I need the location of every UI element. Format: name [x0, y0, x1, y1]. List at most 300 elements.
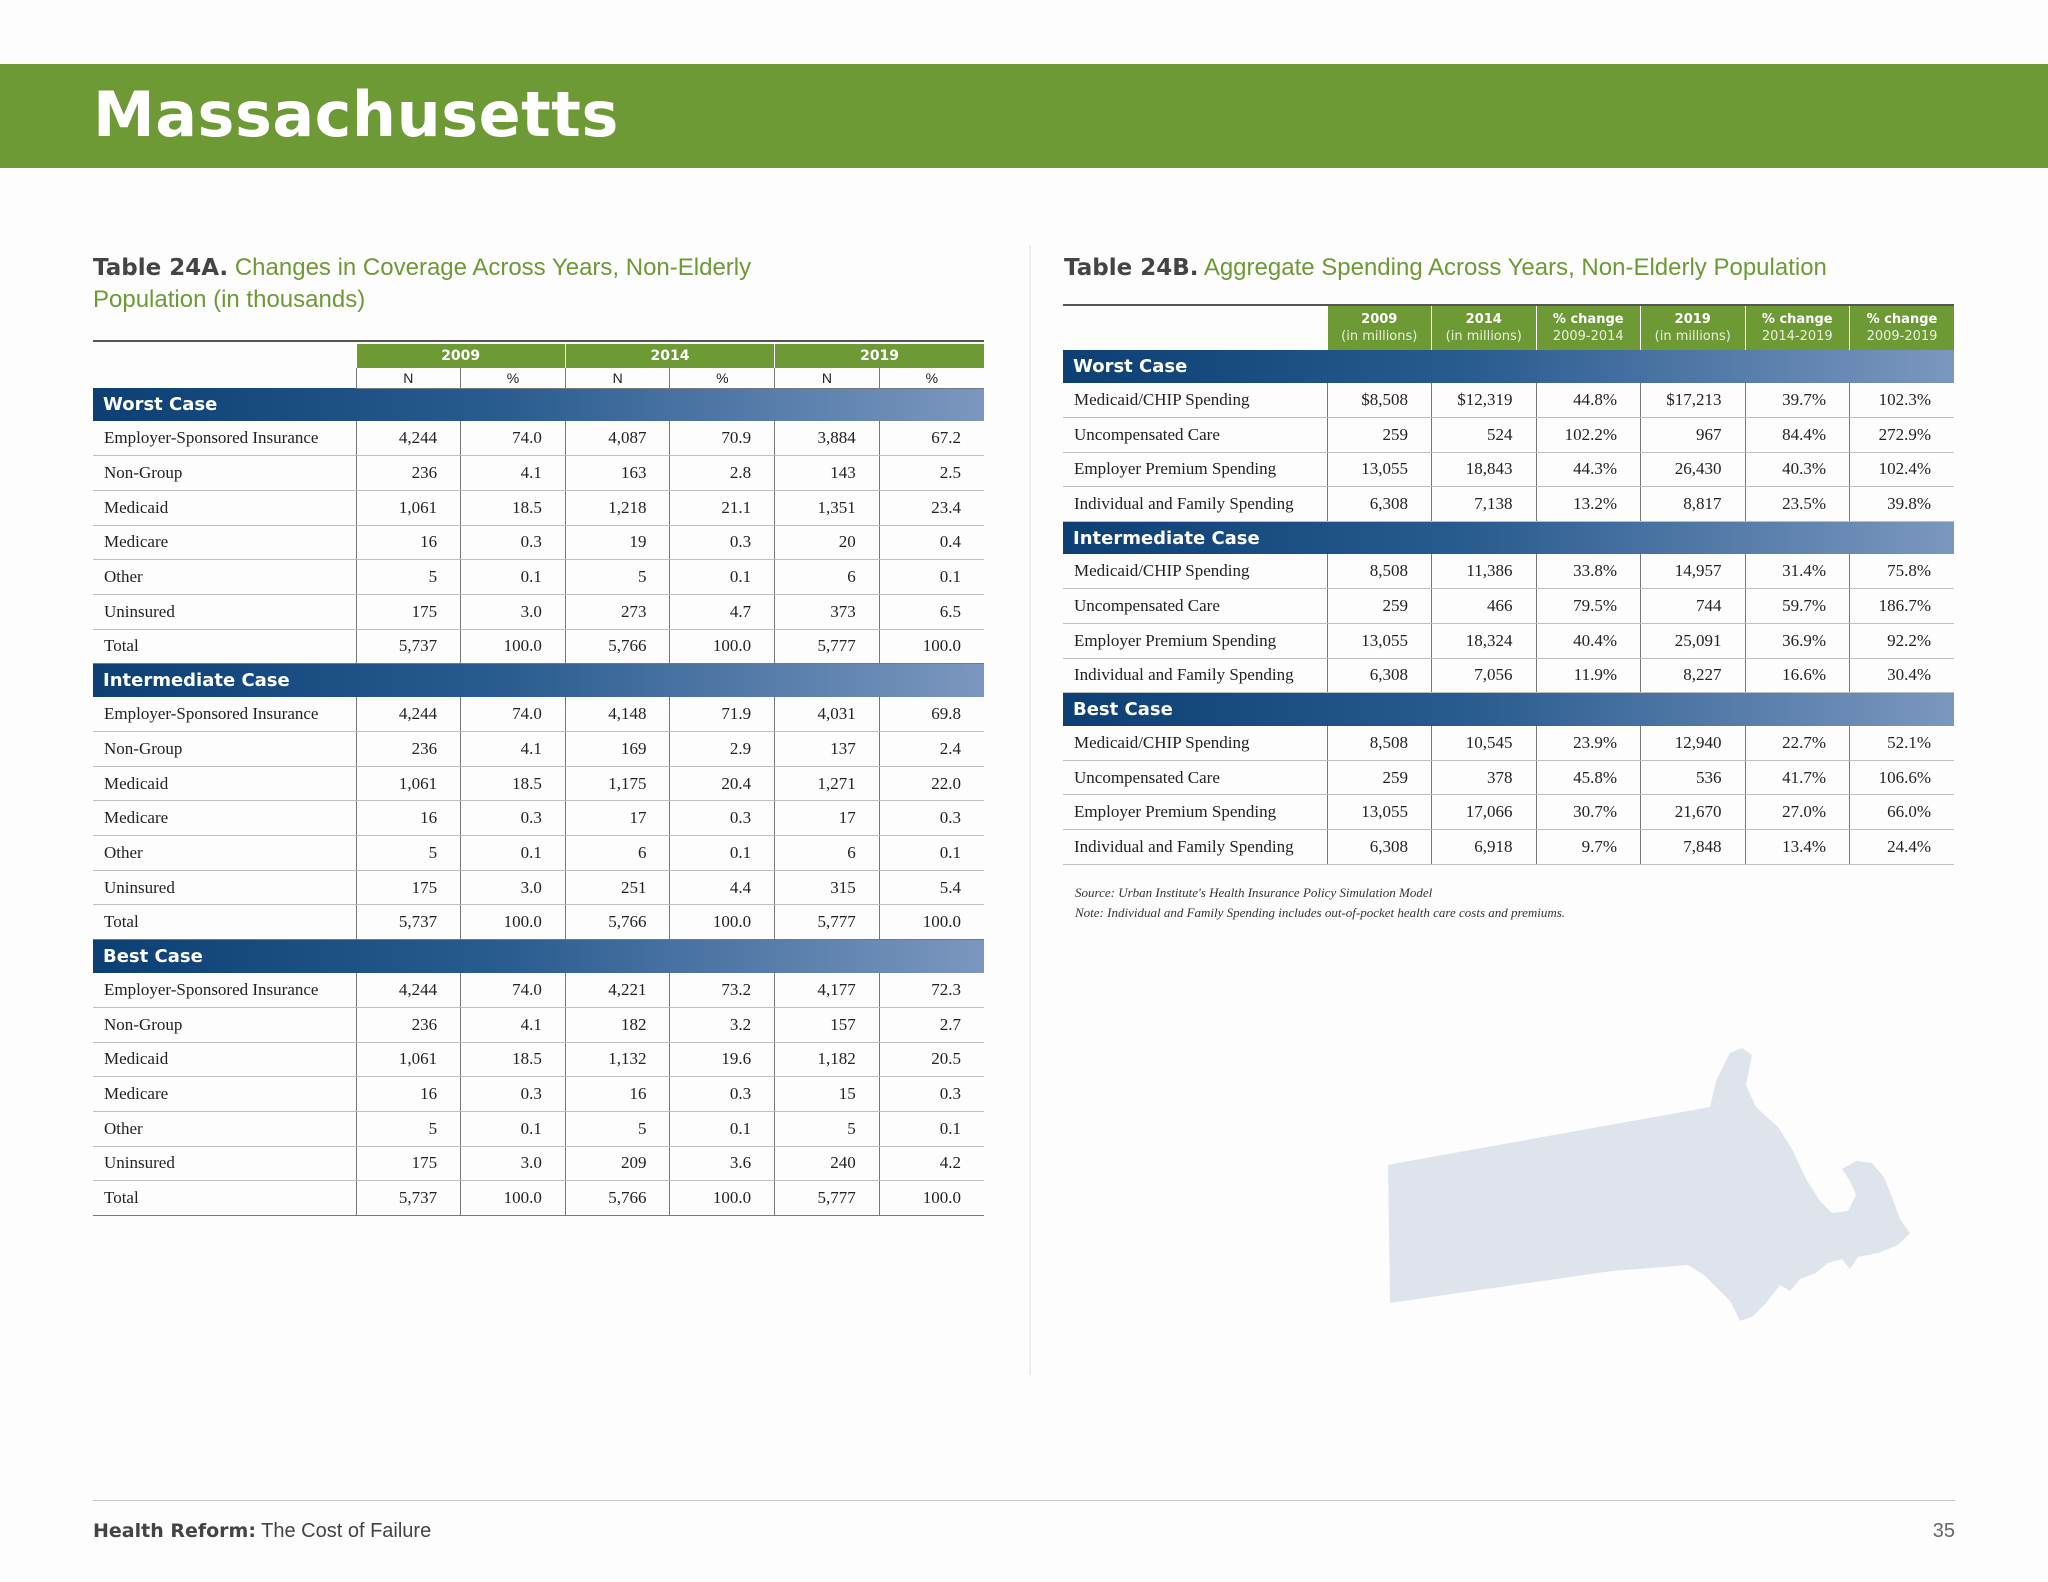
table-cell: 10,545	[1432, 726, 1537, 761]
title-banner	[0, 64, 2048, 168]
table-cell: $17,213	[1641, 383, 1746, 418]
table-cell: 13.2%	[1536, 487, 1641, 522]
table-cell: 18,324	[1432, 624, 1537, 659]
table-cell: 967	[1641, 418, 1746, 453]
table-cell: 373	[775, 594, 880, 629]
table-cell: 66.0%	[1850, 795, 1955, 830]
table-cell: 5	[356, 836, 461, 871]
table-cell: 175	[356, 594, 461, 629]
table-cell: 8,508	[1327, 554, 1432, 589]
table-row	[1063, 795, 1954, 830]
table-cell: 175	[356, 870, 461, 905]
table-cell: 13,055	[1327, 624, 1432, 659]
table-cell: 236	[356, 1007, 461, 1042]
row-label: Employer-Sponsored Insurance	[93, 973, 356, 1008]
table-cell: $12,319	[1432, 383, 1537, 418]
table-cell: 5	[356, 1111, 461, 1146]
table-row	[1063, 452, 1954, 487]
table-row	[93, 1077, 984, 1112]
row-label: Medicaid/CHIP Spending	[1063, 726, 1327, 761]
table-cell: 5,766	[565, 629, 670, 664]
table-cell: 20.4	[670, 766, 775, 801]
table-cell: 157	[775, 1007, 880, 1042]
table-cell: 44.8%	[1536, 383, 1641, 418]
table-row	[93, 594, 984, 629]
column-divider	[1029, 245, 1031, 1375]
table-cell: $8,508	[1327, 383, 1432, 418]
row-label: Medicaid	[93, 766, 356, 801]
table-cell: 6	[775, 560, 880, 595]
table-cell: 100.0	[670, 629, 775, 664]
table-cell: 12,940	[1641, 726, 1746, 761]
table-cell: 8,817	[1641, 487, 1746, 522]
footnote: Note: Individual and Family Spending includes out-of-pocket health care costs and premiums.	[1075, 905, 1566, 920]
column-header	[1850, 305, 1955, 350]
table-cell: 36.9%	[1745, 624, 1850, 659]
row-label: Total	[93, 629, 356, 664]
table-cell: 466	[1432, 589, 1537, 624]
table-cell: 0.1	[670, 560, 775, 595]
table-cell: 69.8	[879, 697, 984, 732]
table-cell: 4,244	[356, 421, 461, 456]
column-header-main: % change	[1552, 312, 1624, 327]
row-label: Medicaid	[93, 1042, 356, 1077]
table-cell: 13,055	[1327, 795, 1432, 830]
table-cell: 0.1	[461, 560, 566, 595]
footer-rule	[93, 1500, 1955, 1501]
table-cell: 378	[1432, 760, 1537, 795]
table-cell: 16.6%	[1745, 658, 1850, 693]
table-cell: 8,508	[1327, 726, 1432, 761]
row-label: Medicaid/CHIP Spending	[1063, 383, 1327, 418]
table-row	[1063, 624, 1954, 659]
table-cell: 3.2	[670, 1007, 775, 1042]
table-row	[93, 732, 984, 767]
table-cell: 4.7	[670, 594, 775, 629]
table-cell: 16	[356, 801, 461, 836]
column-header	[1327, 305, 1432, 350]
table-cell: 4,244	[356, 697, 461, 732]
column-header-sub: (in millions)	[1445, 329, 1522, 344]
row-label: Employer Premium Spending	[1063, 452, 1327, 487]
table-row	[93, 456, 984, 491]
table-cell: 273	[565, 594, 670, 629]
table-cell: 1,218	[565, 490, 670, 525]
table-cell: 3.6	[670, 1146, 775, 1181]
table-cell: 1,061	[356, 766, 461, 801]
column-header-sub: 2014-2019	[1761, 329, 1833, 344]
coverage-table	[93, 340, 984, 1216]
table-cell: 19	[565, 525, 670, 560]
column-header	[1641, 305, 1746, 350]
table-cell: 5	[565, 1111, 670, 1146]
section-title: Worst Case	[1063, 350, 1954, 383]
table-cell: 5,737	[356, 1181, 461, 1216]
table-cell: 11,386	[1432, 554, 1537, 589]
table-cell: 74.0	[461, 973, 566, 1008]
row-label: Uncompensated Care	[1063, 760, 1327, 795]
table-cell: 1,061	[356, 1042, 461, 1077]
column-header-sub: (in millions)	[1341, 329, 1418, 344]
table-row	[1063, 830, 1954, 865]
table-cell: 240	[775, 1146, 880, 1181]
column-subheader: N	[775, 368, 880, 388]
row-label: Uncompensated Care	[1063, 589, 1327, 624]
column-header-main: 2014	[1465, 312, 1502, 327]
table-cell: 272.9%	[1850, 418, 1955, 453]
table-row	[93, 973, 984, 1008]
row-label: Non-Group	[93, 732, 356, 767]
table-cell: 0.1	[879, 560, 984, 595]
table-cell: 31.4%	[1745, 554, 1850, 589]
table-cell: 22.0	[879, 766, 984, 801]
table-cell: 4,031	[775, 697, 880, 732]
table-cell: 8,227	[1641, 658, 1746, 693]
table-cell: 16	[565, 1077, 670, 1112]
column-header	[1536, 305, 1641, 350]
table-row	[93, 1146, 984, 1181]
table-cell: 23.4	[879, 490, 984, 525]
column-header-main: % change	[1866, 312, 1938, 327]
table-cell: 5,777	[775, 629, 880, 664]
column-header-sub: (in millions)	[1654, 329, 1731, 344]
table-cell: 100.0	[879, 629, 984, 664]
table-cell: 18.5	[461, 490, 566, 525]
table-cell: 40.3%	[1745, 452, 1850, 487]
table-cell: 84.4%	[1745, 418, 1850, 453]
table-row	[1063, 760, 1954, 795]
table-cell: 100.0	[670, 905, 775, 940]
table-24a-caption: Changes in Coverage Across Years, Non-Elderly Population (in thousands)	[93, 254, 752, 313]
table-cell: 1,271	[775, 766, 880, 801]
row-label: Uninsured	[93, 1146, 356, 1181]
table-cell: 17	[565, 801, 670, 836]
table-cell: 5.4	[879, 870, 984, 905]
row-label: Medicare	[93, 1077, 356, 1112]
table-cell: 259	[1327, 760, 1432, 795]
table-cell: 7,056	[1432, 658, 1537, 693]
table-cell: 5,766	[565, 1181, 670, 1216]
table-row	[93, 629, 984, 664]
column-header-main: 2009	[1361, 312, 1398, 327]
source-note: Source: Urban Institute's Health Insurance Policy Simulation Model	[1075, 885, 1433, 900]
section-title: Best Case	[1063, 693, 1954, 726]
row-label: Uninsured	[93, 870, 356, 905]
table-row	[93, 836, 984, 871]
table-cell: 6	[565, 836, 670, 871]
section-title: Intermediate Case	[1063, 521, 1954, 554]
table-cell: 33.8%	[1536, 554, 1641, 589]
table-cell: 5,737	[356, 905, 461, 940]
table-cell: 26,430	[1641, 452, 1746, 487]
table-24a-label: Table 24A.	[93, 255, 229, 281]
table-cell: 100.0	[879, 1181, 984, 1216]
table-row	[1063, 418, 1954, 453]
page-title: Massachusetts	[93, 78, 619, 151]
column-subheader: %	[879, 368, 984, 388]
table-cell: 7,848	[1641, 830, 1746, 865]
table-cell: 4,148	[565, 697, 670, 732]
table-24b-title	[1064, 252, 1964, 284]
section-title: Worst Case	[93, 388, 984, 421]
column-header-sub: 2009-2019	[1866, 329, 1938, 344]
table-row	[93, 525, 984, 560]
table-cell: 0.3	[879, 1077, 984, 1112]
table-cell: 0.1	[461, 1111, 566, 1146]
section-title: Best Case	[93, 940, 984, 973]
table-cell: 9.7%	[1536, 830, 1641, 865]
table-cell: 0.4	[879, 525, 984, 560]
table-row	[93, 697, 984, 732]
table-cell: 71.9	[670, 697, 775, 732]
section-header-row	[93, 940, 984, 973]
table-cell: 5,766	[565, 905, 670, 940]
table-cell: 92.2%	[1850, 624, 1955, 659]
table-row	[93, 905, 984, 940]
table-cell: 15	[775, 1077, 880, 1112]
table-row	[93, 421, 984, 456]
table-cell: 59.7%	[1745, 589, 1850, 624]
table-cell: 44.3%	[1536, 452, 1641, 487]
table-cell: 13,055	[1327, 452, 1432, 487]
table-cell: 39.7%	[1745, 383, 1850, 418]
table-cell: 6,308	[1327, 658, 1432, 693]
table-cell: 236	[356, 732, 461, 767]
row-label: Employer Premium Spending	[1063, 624, 1327, 659]
table-cell: 0.3	[461, 525, 566, 560]
table-cell: 25,091	[1641, 624, 1746, 659]
table-cell: 4.1	[461, 456, 566, 491]
table-cell: 2.7	[879, 1007, 984, 1042]
row-label: Medicare	[93, 525, 356, 560]
table-cell: 14,957	[1641, 554, 1746, 589]
table-cell: 0.1	[879, 836, 984, 871]
table-cell: 19.6	[670, 1042, 775, 1077]
table-cell: 143	[775, 456, 880, 491]
table-cell: 6	[775, 836, 880, 871]
table-cell: 259	[1327, 589, 1432, 624]
table-cell: 52.1%	[1850, 726, 1955, 761]
table-cell: 102.4%	[1850, 452, 1955, 487]
table-cell: 1,351	[775, 490, 880, 525]
table-row	[93, 1042, 984, 1077]
row-label: Total	[93, 905, 356, 940]
table-cell: 100.0	[461, 1181, 566, 1216]
table-row	[1063, 487, 1954, 522]
table-cell: 4.1	[461, 732, 566, 767]
row-label: Other	[93, 836, 356, 871]
table-cell: 4,244	[356, 973, 461, 1008]
section-header-row	[1063, 350, 1954, 383]
table-cell: 7,138	[1432, 487, 1537, 522]
table-row	[1063, 383, 1954, 418]
table-cell: 79.5%	[1536, 589, 1641, 624]
table-cell: 3.0	[461, 1146, 566, 1181]
table-24b-label: Table 24B.	[1064, 255, 1199, 281]
year-header: 2009	[356, 344, 565, 368]
table-cell: 209	[565, 1146, 670, 1181]
table-cell: 236	[356, 456, 461, 491]
table-cell: 182	[565, 1007, 670, 1042]
table-cell: 2.9	[670, 732, 775, 767]
year-header: 2014	[565, 344, 774, 368]
section-header-row	[1063, 521, 1954, 554]
section-header-row	[1063, 693, 1954, 726]
section-header-row	[93, 388, 984, 421]
table-cell: 5	[565, 560, 670, 595]
table-cell: 16	[356, 1077, 461, 1112]
column-header-sub: 2009-2014	[1552, 329, 1624, 344]
table-cell: 4,087	[565, 421, 670, 456]
table-cell: 74.0	[461, 697, 566, 732]
table-cell: 3,884	[775, 421, 880, 456]
table-cell: 1,132	[565, 1042, 670, 1077]
table-cell: 1,061	[356, 490, 461, 525]
table-cell: 5,737	[356, 629, 461, 664]
table-cell: 2.5	[879, 456, 984, 491]
table-cell: 72.3	[879, 973, 984, 1008]
table-cell: 0.3	[670, 1077, 775, 1112]
table-cell: 4,177	[775, 973, 880, 1008]
table-cell: 100.0	[461, 629, 566, 664]
table-cell: 106.6%	[1850, 760, 1955, 795]
table-cell: 17,066	[1432, 795, 1537, 830]
table-cell: 20	[775, 525, 880, 560]
table-24b-caption: Aggregate Spending Across Years, Non-Elderly Population	[1203, 254, 1827, 281]
table-cell: 536	[1641, 760, 1746, 795]
table-cell: 0.1	[670, 1111, 775, 1146]
footer-title	[93, 1520, 431, 1543]
table-cell: 315	[775, 870, 880, 905]
table-cell: 0.1	[461, 836, 566, 871]
table-cell: 4.2	[879, 1146, 984, 1181]
table-cell: 23.5%	[1745, 487, 1850, 522]
row-label: Uninsured	[93, 594, 356, 629]
column-header	[1432, 305, 1537, 350]
table-cell: 251	[565, 870, 670, 905]
column-header	[1745, 305, 1850, 350]
table-row	[93, 766, 984, 801]
row-label: Medicare	[93, 801, 356, 836]
row-label: Individual and Family Spending	[1063, 658, 1327, 693]
table-cell: 4.1	[461, 1007, 566, 1042]
table-row	[1063, 658, 1954, 693]
column-header-main: % change	[1761, 312, 1833, 327]
table-cell: 6.5	[879, 594, 984, 629]
table-cell: 1,182	[775, 1042, 880, 1077]
row-label: Non-Group	[93, 1007, 356, 1042]
table-cell: 18,843	[1432, 452, 1537, 487]
table-cell: 3.0	[461, 870, 566, 905]
table-cell: 100.0	[670, 1181, 775, 1216]
page-number: 35	[1932, 1520, 1955, 1542]
table-cell: 23.9%	[1536, 726, 1641, 761]
table-cell: 0.3	[670, 525, 775, 560]
table-row	[93, 801, 984, 836]
row-label: Other	[93, 1111, 356, 1146]
column-header-main: 2019	[1674, 312, 1711, 327]
table-cell: 22.7%	[1745, 726, 1850, 761]
row-label: Uncompensated Care	[1063, 418, 1327, 453]
massachusetts-map-icon	[1380, 1045, 1940, 1345]
table-cell: 11.9%	[1536, 658, 1641, 693]
table-cell: 169	[565, 732, 670, 767]
table-cell: 175	[356, 1146, 461, 1181]
table-cell: 13.4%	[1745, 830, 1850, 865]
table-cell: 163	[565, 456, 670, 491]
footer-title-bold: Health Reform:	[93, 1520, 256, 1542]
table-row	[93, 1181, 984, 1216]
row-label: Individual and Family Spending	[1063, 487, 1327, 522]
column-subheader: N	[356, 368, 461, 388]
table-cell: 5,777	[775, 1181, 880, 1216]
table-cell: 4,221	[565, 973, 670, 1008]
table-cell: 70.9	[670, 421, 775, 456]
table-cell: 21,670	[1641, 795, 1746, 830]
table-cell: 524	[1432, 418, 1537, 453]
table-cell: 27.0%	[1745, 795, 1850, 830]
table-cell: 5,777	[775, 905, 880, 940]
table-cell: 2.4	[879, 732, 984, 767]
table-row	[1063, 554, 1954, 589]
column-subheader: %	[461, 368, 566, 388]
table-row	[93, 1007, 984, 1042]
table-row	[93, 490, 984, 525]
table-notes	[1075, 883, 1565, 923]
row-label: Medicaid	[93, 490, 356, 525]
table-cell: 4.4	[670, 870, 775, 905]
row-label: Employer Premium Spending	[1063, 795, 1327, 830]
table-cell: 102.2%	[1536, 418, 1641, 453]
spending-table	[1063, 304, 1954, 865]
table-row	[1063, 726, 1954, 761]
table-24a-title	[93, 252, 853, 315]
table-cell: 259	[1327, 418, 1432, 453]
table-cell: 21.1	[670, 490, 775, 525]
table-cell: 100.0	[461, 905, 566, 940]
table-cell: 18.5	[461, 1042, 566, 1077]
table-row	[93, 560, 984, 595]
table-cell: 0.3	[461, 1077, 566, 1112]
table-cell: 102.3%	[1850, 383, 1955, 418]
table-cell: 1,175	[565, 766, 670, 801]
table-cell: 6,308	[1327, 487, 1432, 522]
row-label: Employer-Sponsored Insurance	[93, 697, 356, 732]
table-cell: 0.3	[879, 801, 984, 836]
section-title: Intermediate Case	[93, 664, 984, 697]
table-cell: 20.5	[879, 1042, 984, 1077]
year-header: 2019	[775, 344, 984, 368]
table-cell: 3.0	[461, 594, 566, 629]
table-cell: 744	[1641, 589, 1746, 624]
table-cell: 2.8	[670, 456, 775, 491]
table-cell: 5	[356, 560, 461, 595]
table-row	[93, 1111, 984, 1146]
row-label: Individual and Family Spending	[1063, 830, 1327, 865]
row-label: Employer-Sponsored Insurance	[93, 421, 356, 456]
column-subheader: N	[565, 368, 670, 388]
row-label: Other	[93, 560, 356, 595]
section-header-row	[93, 664, 984, 697]
table-cell: 40.4%	[1536, 624, 1641, 659]
table-cell: 0.3	[461, 801, 566, 836]
table-cell: 67.2	[879, 421, 984, 456]
table-row	[93, 870, 984, 905]
table-cell: 137	[775, 732, 880, 767]
table-cell: 45.8%	[1536, 760, 1641, 795]
row-label: Non-Group	[93, 456, 356, 491]
table-cell: 0.1	[670, 836, 775, 871]
